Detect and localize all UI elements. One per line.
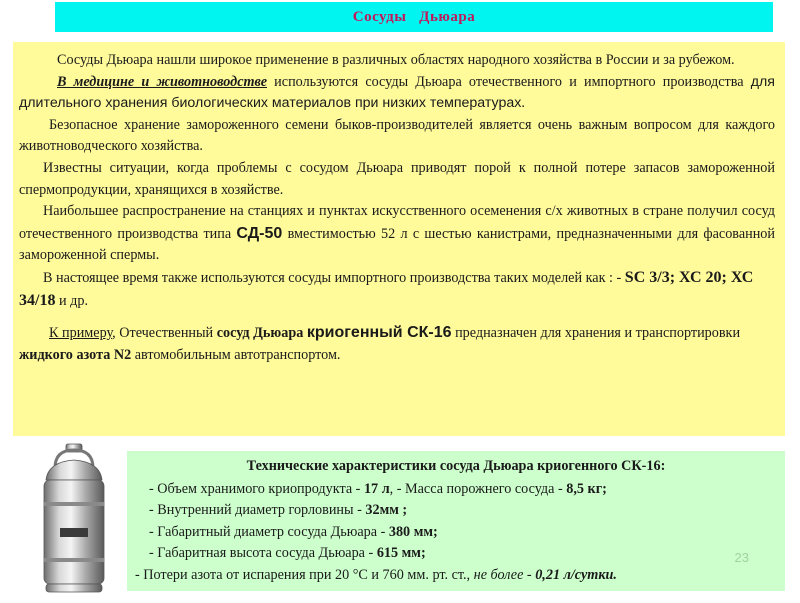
paragraph-intro: Сосуды Дьюара нашли широкое применение в различных областях народного хозяйства в России и за рубежом. xyxy=(57,52,735,68)
paragraph-sd50: Наибольшее распространение на станциях и пунктах искусственного осеменения с/х животных в стране получил сосуд отечественного производства типа СД-50 вместимостью 52 л с шестью канистрами, предназначенными для фасованной замороженной спермы. xyxy=(19,203,775,264)
medicine-text: используются сосуды Дьюара отечественного и импортного производства xyxy=(267,73,751,90)
dewar-vessel-image xyxy=(34,440,114,603)
spec-line-diameter: - Габаритный диаметр сосуда Дьюара - 380 мм; xyxy=(149,523,438,540)
liquid-nitrogen: жидкого азота N2 xyxy=(19,346,132,363)
example-lead: К примеру xyxy=(49,325,113,342)
specs-panel xyxy=(127,451,785,591)
medicine-lead: В медицине и животноводстве xyxy=(57,73,267,90)
model-sd50: СД-50 xyxy=(236,224,283,242)
cryo-model: криогенный СК-16 xyxy=(306,324,452,342)
title-bar xyxy=(55,2,773,32)
paragraph-example: К примеру, Отечественный сосуд Дьюара криогенный СК-16 предназначен для хранения и транспортировки жидкого азота N2 автомобильным автотранспортом. xyxy=(19,324,741,363)
specs-title: Технические характеристики сосуда Дьюара криогенного СК-16: xyxy=(246,458,666,474)
paragraph-medicine: В медицине и животноводстве используются сосуды Дьюара отечественного и импортного производства для длительного хранения биологических материалов при низких температурах. xyxy=(19,73,775,112)
import-models: SC 3/3; ХС 20; ХС 34/18 xyxy=(19,268,754,309)
spec-line-loss: - Потери азота от испарения при 20 °С и 760 мм. рт. ст., не более - 0,21 л/сутки. xyxy=(135,566,617,583)
page-number: 23 xyxy=(734,550,749,566)
spec-line-height: - Габаритная высота сосуда Дьюара - 615 мм; xyxy=(149,545,426,562)
storage-purpose: для длительного хранения биологических материалов при низких температурах xyxy=(19,73,775,112)
spec-line-neck: - Внутренний диаметр горловины - 32мм ; xyxy=(149,502,408,519)
paragraph-storage: Безопасное хранение замороженного семени быков-производителей является очень важным вопросом для каждого животноводческого хозяйства. xyxy=(19,116,775,155)
main-text-panel xyxy=(13,42,785,436)
paragraph-problems: Известны ситуации, когда проблемы с сосудом Дьюара приводят порой к полной потере запасов замороженной спермопродукции, хранящихся в хозяйстве. xyxy=(19,159,775,198)
vessel-label: сосуд Дьюара xyxy=(216,325,304,342)
spec-line-volume: - Объем хранимого криопродукта - 17 л, - Масса порожнего сосуда - 8,5 кг; xyxy=(149,480,607,497)
paragraph-imports: В настоящее время также используются сосуды импортного производства таких моделей как : - SC 3/3; ХС 20; ХС 34/18 и др. xyxy=(19,268,754,309)
slide-title: Сосуды Дьюара xyxy=(352,8,476,25)
